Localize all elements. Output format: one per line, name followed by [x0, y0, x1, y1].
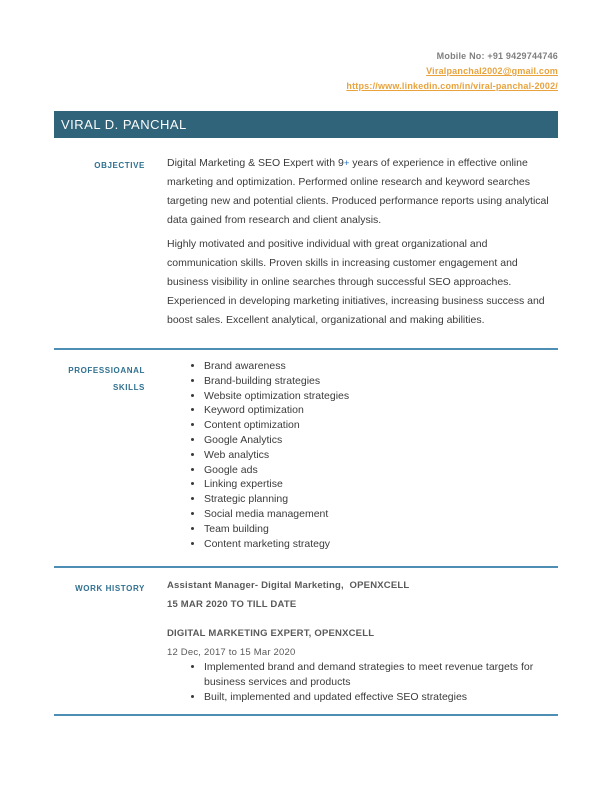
objective-body	[167, 154, 558, 335]
skill-item: • Google Analytics	[204, 433, 558, 448]
skill-item: • Web analytics	[204, 448, 558, 463]
skill-item: • Strategic planning	[204, 492, 558, 507]
skill-item: • Brand-building strategies	[204, 374, 558, 389]
job-entry	[167, 626, 558, 660]
work-history-body	[167, 578, 558, 705]
work-history-label: WORK HISTORY	[75, 584, 145, 594]
skill-item: • Social media management	[204, 507, 558, 522]
work-bullet-item: • Built, implemented and updated effective SEO strategies	[204, 690, 558, 705]
name-banner	[54, 111, 558, 138]
section-divider-3	[54, 714, 558, 716]
work-history-label-column	[54, 578, 145, 705]
skill-item: • Linking expertise	[204, 477, 558, 492]
email-link[interactable]: Viralpanchal2002@gmail.com	[426, 66, 558, 76]
section-divider-1	[54, 348, 558, 350]
skill-item: • Team building	[204, 522, 558, 537]
job-list	[167, 578, 558, 660]
plus-highlight: +	[343, 158, 350, 169]
objective-paragraph-1	[167, 154, 558, 230]
skill-item: • Keyword optimization	[204, 403, 558, 418]
candidate-name: VIRAL D. PANCHAL	[61, 117, 187, 132]
skills-list	[167, 359, 558, 551]
objective-paragraph-2: Highly motivated and positive individual with great organizational and communication skills. Proven skills in increasing customer engagement and business visibility in online searches through successful SEO approaches. Experienced in developing marketing initiatives, increasing business success and boost sales. Excellent analytical, organizational and making abilities.	[167, 238, 545, 326]
skills-label-line2: SKILLS	[112, 383, 145, 392]
skill-item: • Google ads	[204, 463, 558, 478]
job-dates: 15 MAR 2020 TO TILL DATE	[167, 599, 297, 611]
job-title: Assistant Manager- Digital Marketing, OPENXCELL	[167, 580, 410, 592]
section-divider-2	[54, 566, 558, 568]
work-bullets	[167, 660, 558, 705]
skill-item: • Website optimization strategies	[204, 389, 558, 404]
work-bullet-item: • Implemented brand and demand strategies to meet revenue targets for business services and products	[204, 660, 558, 690]
contact-block	[54, 0, 558, 94]
objective-label: OBJECTIVE	[94, 161, 145, 170]
skill-item: • Content marketing strategy	[204, 537, 558, 552]
skills-label-line1: PROFESSIOANAL	[68, 366, 145, 375]
job-title: DIGITAL MARKETING EXPERT, OPENXCELL	[167, 628, 375, 640]
section-skills	[54, 359, 558, 551]
job-entry	[167, 578, 558, 612]
objective-p1-text-rest: years of experience in effective online marketing and optimization. Performed online research and keyword searches targeting new and potential clients. Produced performance reports using analytical data gained from research and client analysis.	[167, 157, 549, 226]
section-objective	[54, 154, 558, 335]
skill-item: • Content optimization	[204, 418, 558, 433]
objective-p1-text: Digital Marketing & SEO Expert with 9	[167, 157, 344, 169]
mobile-number: Mobile No: +91 9429744746	[436, 51, 558, 61]
section-work-history	[54, 578, 558, 705]
skills-body	[167, 359, 558, 551]
skills-label-column	[54, 359, 145, 551]
job-dates: 12 Dec, 2017 to 15 Mar 2020	[167, 647, 296, 659]
linkedin-link[interactable]: https://www.linkedin.com/in/viral-panchal-2002/	[346, 81, 558, 91]
skill-item: • Brand awareness	[204, 359, 558, 374]
objective-label-column	[54, 154, 145, 335]
